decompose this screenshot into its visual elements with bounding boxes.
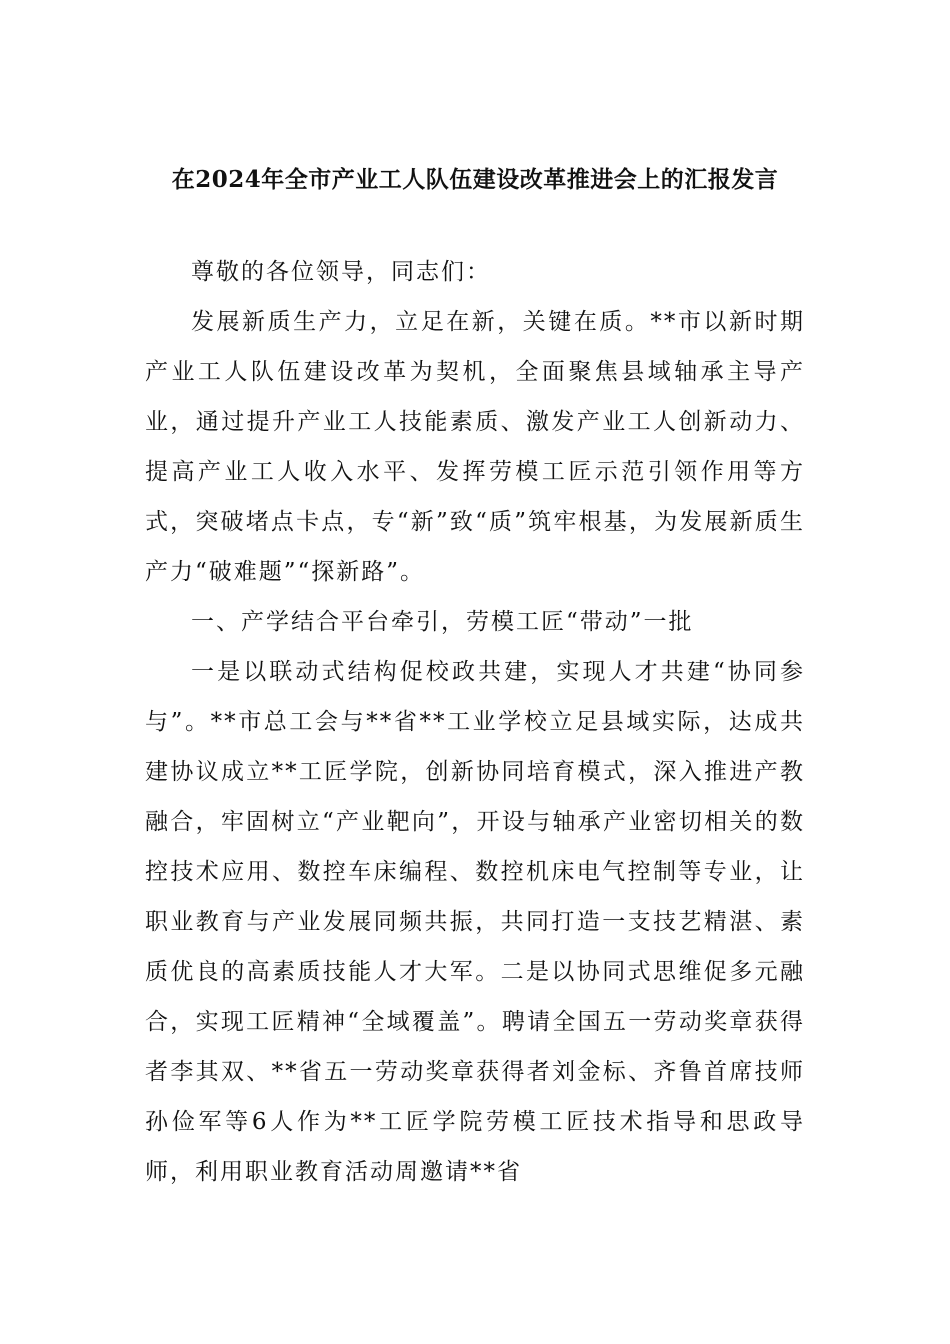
document-title: 在2024年全市产业工人队伍建设改革推进会上的汇报发言 (171, 166, 779, 193)
document-body (145, 247, 805, 1197)
body-paragraph: 一是以联动式结构促校政共建，实现人才共建“协同参与”。**市总工会与**省**工业学校立足县域实际，达成共建协议成立**工匠学院，创新协同培育模式，深入推进产教融合，牢固树立“产业靶向”，开设与轴承产业密切相关的数控技术应用、数控车床编程、数控机床电气控制等专业，让职业教育与产业发展同频共振，共同打造一支技艺精湛、素质优良的高素质技能人才大军。二是以协同式思维促多元融合，实现工匠精神“全域覆盖”。聘请全国五一劳动奖章获得者李其双、**省五一劳动奖章获得者刘金标、齐鲁首席技师孙俭军等6人作为**工匠学院劳模工匠技术指导和思政导师，利用职业教育活动周邀请**省 (145, 659, 805, 1185)
salutation-paragraph: 尊敬的各位领导，同志们： (191, 259, 491, 285)
section-heading: 一、产学结合平台牵引，劳模工匠“带动”一批 (191, 609, 694, 635)
intro-paragraph: 发展新质生产力，立足在新，关键在质。**市以新时期产业工人队伍建设改革为契机，全面聚焦县域轴承主导产业，通过提升产业工人技能素质、激发产业工人创新动力、提高产业工人收入水平、发挥劳模工匠示范引领作用等方式，突破堵点卡点，专“新”致“质”筑牢根基，为发展新质生产力“破难题”“探新路”。 (145, 309, 805, 585)
